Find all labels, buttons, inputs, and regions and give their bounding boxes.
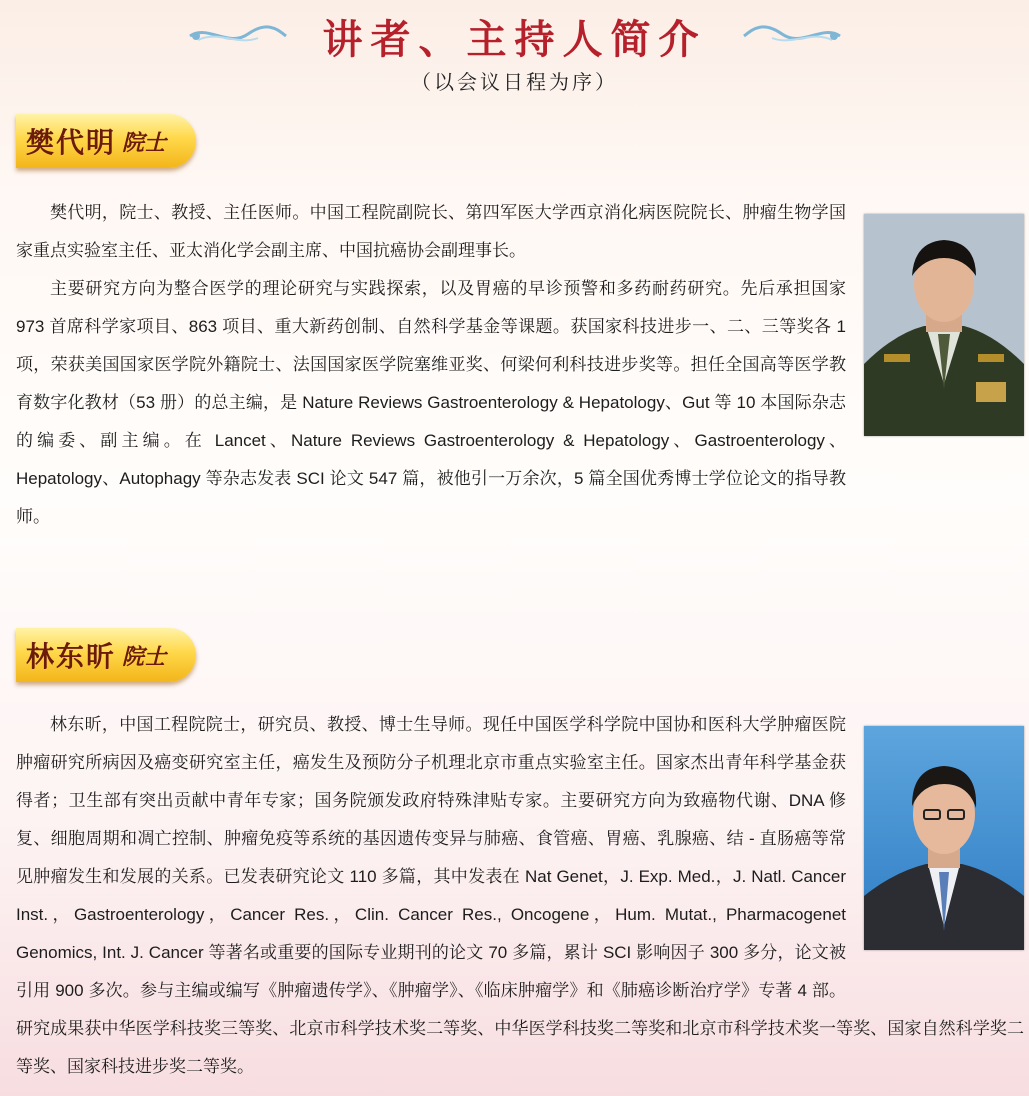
speaker-1-name-banner	[16, 114, 196, 168]
page-title: 讲者、主持人简介	[322, 17, 707, 63]
speaker-2-photo-frame	[854, 726, 1024, 976]
page-subtitle: （以会议日程为序）	[411, 72, 618, 94]
speaker-1-title: 院士	[122, 129, 167, 156]
speaker-2-paragraph-1: 林东昕，中国工程院院士，研究员、教授、博士生导师。现任中国医学科学院中国协和医科大学肿瘤医院肿瘤研究所病因及癌变研究室主任，癌发生及预防分子机理北京市重点实验室主任。国家杰出青年科学基金获得者；卫生部有突出贡献中青年专家；国务院颁发政府特殊津贴专家。主要研究方向为致癌物代谢、DNA 修复、细胞周期和凋亡控制、肿瘤免疫等系统的基因遗传变异与肺癌、食管癌、胃癌、乳腺癌、结 - 直肠癌等常见肿瘤发生和发展的关系。已发表研究论文 110 多篇，其中发表在 Nat Genet，J. Exp. Med.，J. Natl. Cancer Inst.，Gastroenterology，Cancer Res.，Clin. Cancer Res., Oncogene，Hum. Mutat., Pharmacogenet Genomics, Int. J. Cancer 等著名或重要的国际专业期刊的论文 70 多篇，累计 SCI 影响因子 300 多分，论文被引用 900 多次。参与主编或编写《肿瘤遗传学》、《肿瘤学》、《临床肿瘤学》和《肺癌诊断治疗学》专著 4 部。研究成果获中华医学科技奖三等奖、北京市科学技术奖二等奖、中华医学科技奖二等奖和北京市科学技术奖一等奖、国家自然科学奖二等奖、国家科技进步奖二等奖。	[16, 715, 1024, 1076]
speaker-1-paragraph-1: 樊代明，院士、教授、主任医师。中国工程院副院长、第四军医大学西京消化病医院院长、肿瘤生物学国家重点实验室主任、亚太消化学会副主席、中国抗癌协会副理事长。	[16, 203, 846, 260]
speaker-1-photo-frame	[854, 214, 1024, 474]
speaker-1-paragraph-2: 主要研究方向为整合医学的理论研究与实践探索，以及胃癌的早诊预警和多药耐药研究。先后承担国家 973 首席科学家项目、863 项目、重大新药创制、自然科学基金等课题。获国家科技进步一、二、三等奖各 1 项，荣获美国国家医学院外籍院士、法国国家医学院塞维亚奖、何梁何利科技进步奖等。担任全国高等医学教育数字化教材（53 册）的总主编，是 Nature Reviews Gastroenterology & Hepatology、Gut 等 10 本国际杂志的编委、副主编。在 Lancet、Nature Reviews Gastroenterology & Hepatology、Gastroenterology、Hepatology、Autophagy 等杂志发表 SCI 论文 547 篇，被他引一万余次，5 篇全国优秀博士学位论文的指导教师。	[16, 279, 846, 526]
speaker-2-bio	[16, 706, 1024, 1086]
speaker-1-name: 樊代明	[26, 126, 117, 159]
speaker-2-name: 林东昕	[26, 640, 117, 673]
speaker-2-name-banner	[16, 628, 196, 682]
speaker-1-bio	[16, 194, 1024, 536]
right-flourish-ornament	[742, 20, 842, 50]
speaker-1-photo	[864, 214, 1024, 436]
speaker-2-title: 院士	[122, 643, 167, 670]
speaker-2-photo	[864, 726, 1024, 950]
